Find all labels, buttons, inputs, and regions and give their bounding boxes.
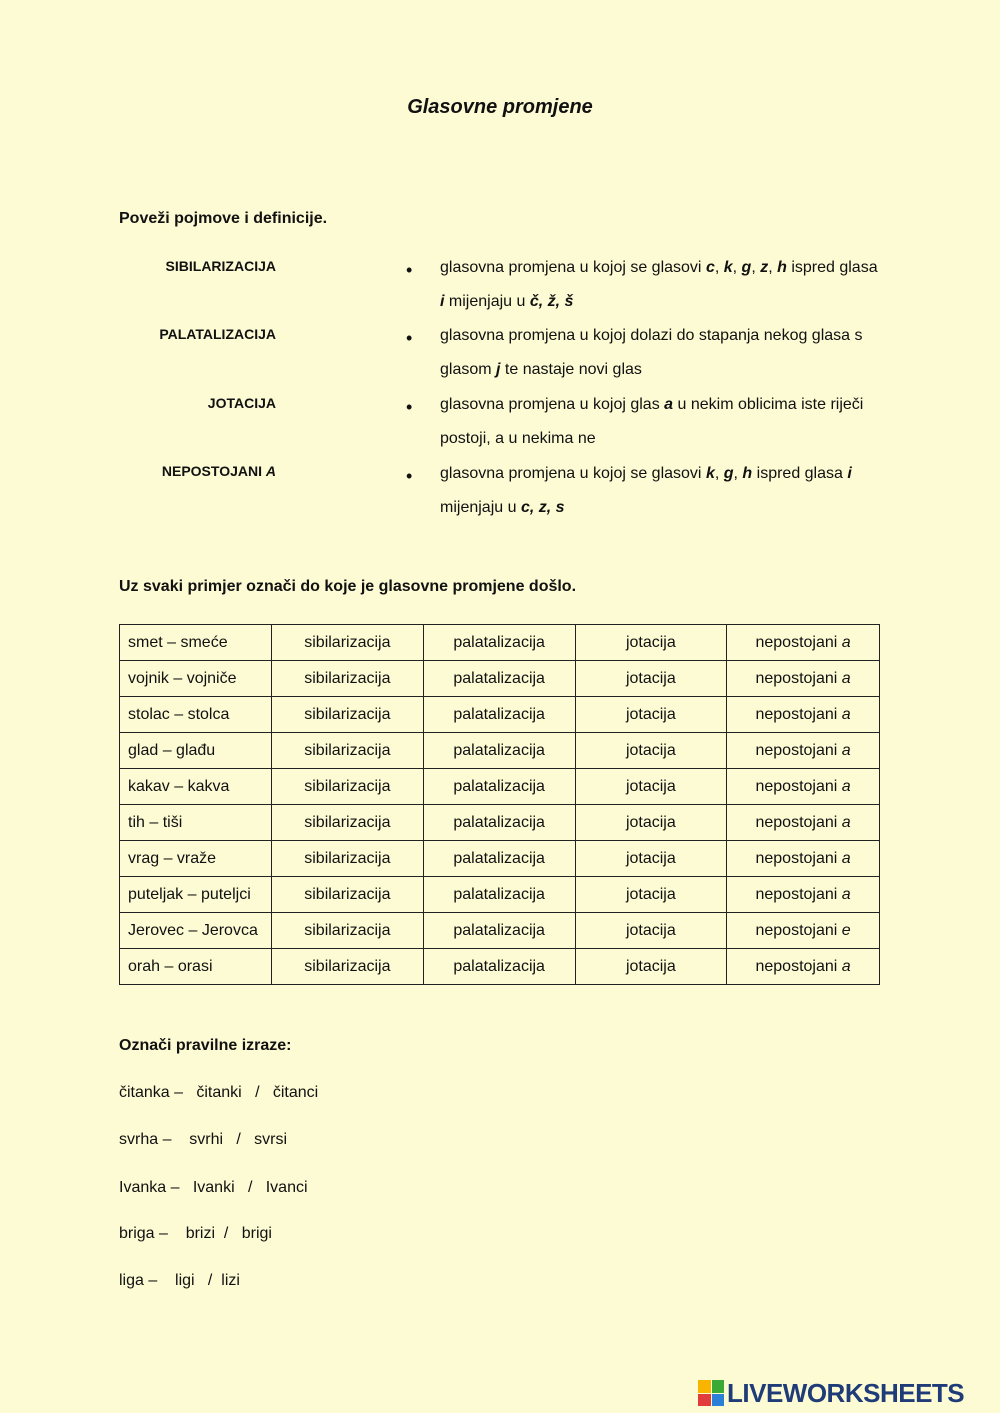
definition-text: , [732,259,742,276]
option-cell-jotacija[interactable]: jotacija [575,625,727,661]
option-text: nepostojani [755,921,842,939]
table-row [120,769,880,805]
option-cell-sibilarizacija[interactable]: sibilarizacija [271,841,423,877]
logo-square [712,1380,725,1393]
term-sibilarizacija[interactable]: SIBILARIZACIJA [165,258,276,274]
option-cell-sibilarizacija[interactable]: sibilarizacija [271,697,423,733]
option-cell-palatalizacija[interactable]: palatalizacija [423,661,575,697]
emphasized-letter: i [847,465,852,482]
emphasized-letter: z [760,259,769,276]
option-cell-nepostojani[interactable] [727,697,880,733]
option-cell-jotacija[interactable]: jotacija [575,805,727,841]
option-cell-nepostojani[interactable] [727,733,880,769]
option-cell-nepostojani[interactable] [727,661,880,697]
definition-text: , [714,259,724,276]
section-3-heading: Označi pravilne izraze: [119,1037,292,1054]
section-2-heading: Uz svaki primjer označi do koje je glasovne promjene došlo. [119,578,577,595]
option-cell-nepostojani[interactable] [727,841,880,877]
option-cell-jotacija[interactable]: jotacija [575,661,727,697]
definition-text: u nekim oblicima iste riječi postoji, a u nekima ne [440,396,864,447]
section-1-heading: Poveži pojmove i definicije. [119,210,328,227]
option-cell-jotacija[interactable]: jotacija [575,949,727,985]
option-cell-sibilarizacija[interactable]: sibilarizacija [271,769,423,805]
logo-mark-icon [698,1380,724,1406]
emphasized-letter: i [440,293,445,310]
example-cell: kakav – kakva [120,769,272,805]
logo-square [712,1394,725,1407]
option-letter: a [841,705,851,723]
option-cell-palatalizacija[interactable]: palatalizacija [423,769,575,805]
table-row [120,661,880,697]
option-text: nepostojani [755,813,842,831]
definition-text: , [733,465,743,482]
option-cell-jotacija[interactable]: jotacija [575,733,727,769]
option-text: nepostojani [755,633,842,651]
option-letter: a [841,777,851,795]
emphasized-letter: g [723,465,734,482]
option-cell-nepostojani[interactable] [727,949,880,985]
emphasized-letter: c, z, s [520,499,565,516]
option-cell-nepostojani[interactable] [727,913,880,949]
option-cell-sibilarizacija[interactable]: sibilarizacija [271,877,423,913]
option-cell-nepostojani[interactable] [727,805,880,841]
emphasized-letter: k [705,465,715,482]
liveworksheets-logo [698,1378,994,1408]
option-cell-nepostojani[interactable] [727,877,880,913]
emphasized-letter: č, ž, š [529,293,574,310]
option-cell-palatalizacija[interactable]: palatalizacija [423,805,575,841]
option-cell-sibilarizacija[interactable]: sibilarizacija [271,949,423,985]
definition-3[interactable] [440,388,880,456]
option-cell-jotacija[interactable]: jotacija [575,877,727,913]
option-text: nepostojani [755,705,842,723]
phrase-item[interactable]: Ivanka – Ivanki / Ivanci [119,1179,308,1196]
example-cell: glad – glađu [120,733,272,769]
term-jotacija[interactable]: JOTACIJA [207,395,276,411]
option-cell-nepostojani[interactable] [727,769,880,805]
table-row [120,877,880,913]
emphasized-letter: j [496,361,501,378]
option-letter: a [841,957,851,975]
option-text: nepostojani [755,885,842,903]
table-row [120,625,880,661]
option-cell-jotacija[interactable]: jotacija [575,697,727,733]
option-letter: a [841,669,851,687]
table-row [120,913,880,949]
phrase-item[interactable]: briga – brizi / brigi [119,1225,272,1242]
example-cell: Jerovec – Jerovca [120,913,272,949]
emphasized-letter: g [741,259,752,276]
option-text: nepostojani [755,669,842,687]
logo-text: LIVEWORKSHEETS [727,1377,965,1408]
bullet-dot: • [406,328,413,348]
definition-text: , [768,259,778,276]
definition-text: mijenjaju u [440,499,521,516]
example-cell: tih – tiši [120,805,272,841]
emphasized-letter: c [705,259,715,276]
definition-4[interactable] [440,457,880,525]
definition-text: ispred glasa [752,465,848,482]
option-cell-jotacija[interactable]: jotacija [575,913,727,949]
definition-text: glasovna promjena u kojoj glas [440,396,665,413]
definition-text: glasovna promjena u kojoj se glasovi [440,465,706,482]
table-row [120,733,880,769]
definition-text: , [714,465,724,482]
option-cell-sibilarizacija[interactable]: sibilarizacija [271,625,423,661]
emphasized-letter: a [664,396,674,413]
option-cell-palatalizacija[interactable]: palatalizacija [423,625,575,661]
option-cell-sibilarizacija[interactable]: sibilarizacija [271,805,423,841]
option-cell-jotacija[interactable]: jotacija [575,841,727,877]
option-cell-palatalizacija[interactable]: palatalizacija [423,697,575,733]
definition-text: te nastaje novi glas [500,361,642,378]
option-letter: a [841,885,851,903]
example-cell: vojnik – vojniče [120,661,272,697]
term-nepostojani-a[interactable] [162,463,276,479]
option-cell-sibilarizacija[interactable]: sibilarizacija [271,913,423,949]
option-letter: a [841,741,851,759]
option-text: nepostojani [755,957,842,975]
definition-text: glasovna promjena u kojoj se glasovi [440,259,706,276]
logo-square [698,1394,711,1407]
option-cell-nepostojani[interactable] [727,625,880,661]
emphasized-letter: h [777,259,787,276]
definition-text: , [751,259,761,276]
option-cell-sibilarizacija[interactable]: sibilarizacija [271,733,423,769]
example-cell: stolac – stolca [120,697,272,733]
bullet-dot: • [406,466,413,486]
logo-square [698,1380,711,1393]
example-cell: smet – smeće [120,625,272,661]
table-row [120,805,880,841]
bullet-dot: • [406,260,413,280]
example-cell: orah – orasi [120,949,272,985]
definition-text: mijenjaju u [444,293,530,310]
bullet-dot: • [406,397,413,417]
emphasized-letter: h [742,465,753,482]
emphasized-letter: k [723,259,733,276]
option-cell-palatalizacija[interactable]: palatalizacija [423,877,575,913]
option-cell-palatalizacija[interactable]: palatalizacija [423,733,575,769]
definition-text: ispred glasa [786,259,878,276]
option-letter: e [841,921,851,939]
option-letter: a [841,849,851,867]
term-nepostojani-a-text: NEPOSTOJANI A [161,463,276,479]
option-text: nepostojani [755,849,842,867]
phrase-item[interactable]: čitanka – čitanki / čitanci [119,1084,319,1101]
examples-table [119,624,880,985]
definition-1[interactable] [440,251,880,319]
term-palatalizacija[interactable]: PALATALIZACIJA [159,326,276,342]
option-letter: a [841,813,851,831]
example-cell: puteljak – puteljci [120,877,272,913]
option-cell-palatalizacija[interactable]: palatalizacija [423,949,575,985]
option-cell-palatalizacija[interactable]: palatalizacija [423,841,575,877]
option-text: nepostojani [755,777,842,795]
option-cell-jotacija[interactable]: jotacija [575,769,727,805]
page-title: Glasovne promjene [407,96,593,118]
phrase-item[interactable]: liga – ligi / lizi [119,1272,240,1289]
option-text: nepostojani [755,741,842,759]
definition-2[interactable] [440,319,880,387]
table-row [120,841,880,877]
table-row [120,697,880,733]
definition-text: glasovna promjena u kojoj dolazi do stapanja nekog glasa s glasom [440,327,863,378]
option-cell-sibilarizacija[interactable]: sibilarizacija [271,661,423,697]
example-cell: vrag – vraže [120,841,272,877]
option-cell-palatalizacija[interactable]: palatalizacija [423,913,575,949]
phrase-item[interactable]: svrha – svrhi / svrsi [119,1131,288,1148]
table-row [120,949,880,985]
option-letter: a [841,633,851,651]
